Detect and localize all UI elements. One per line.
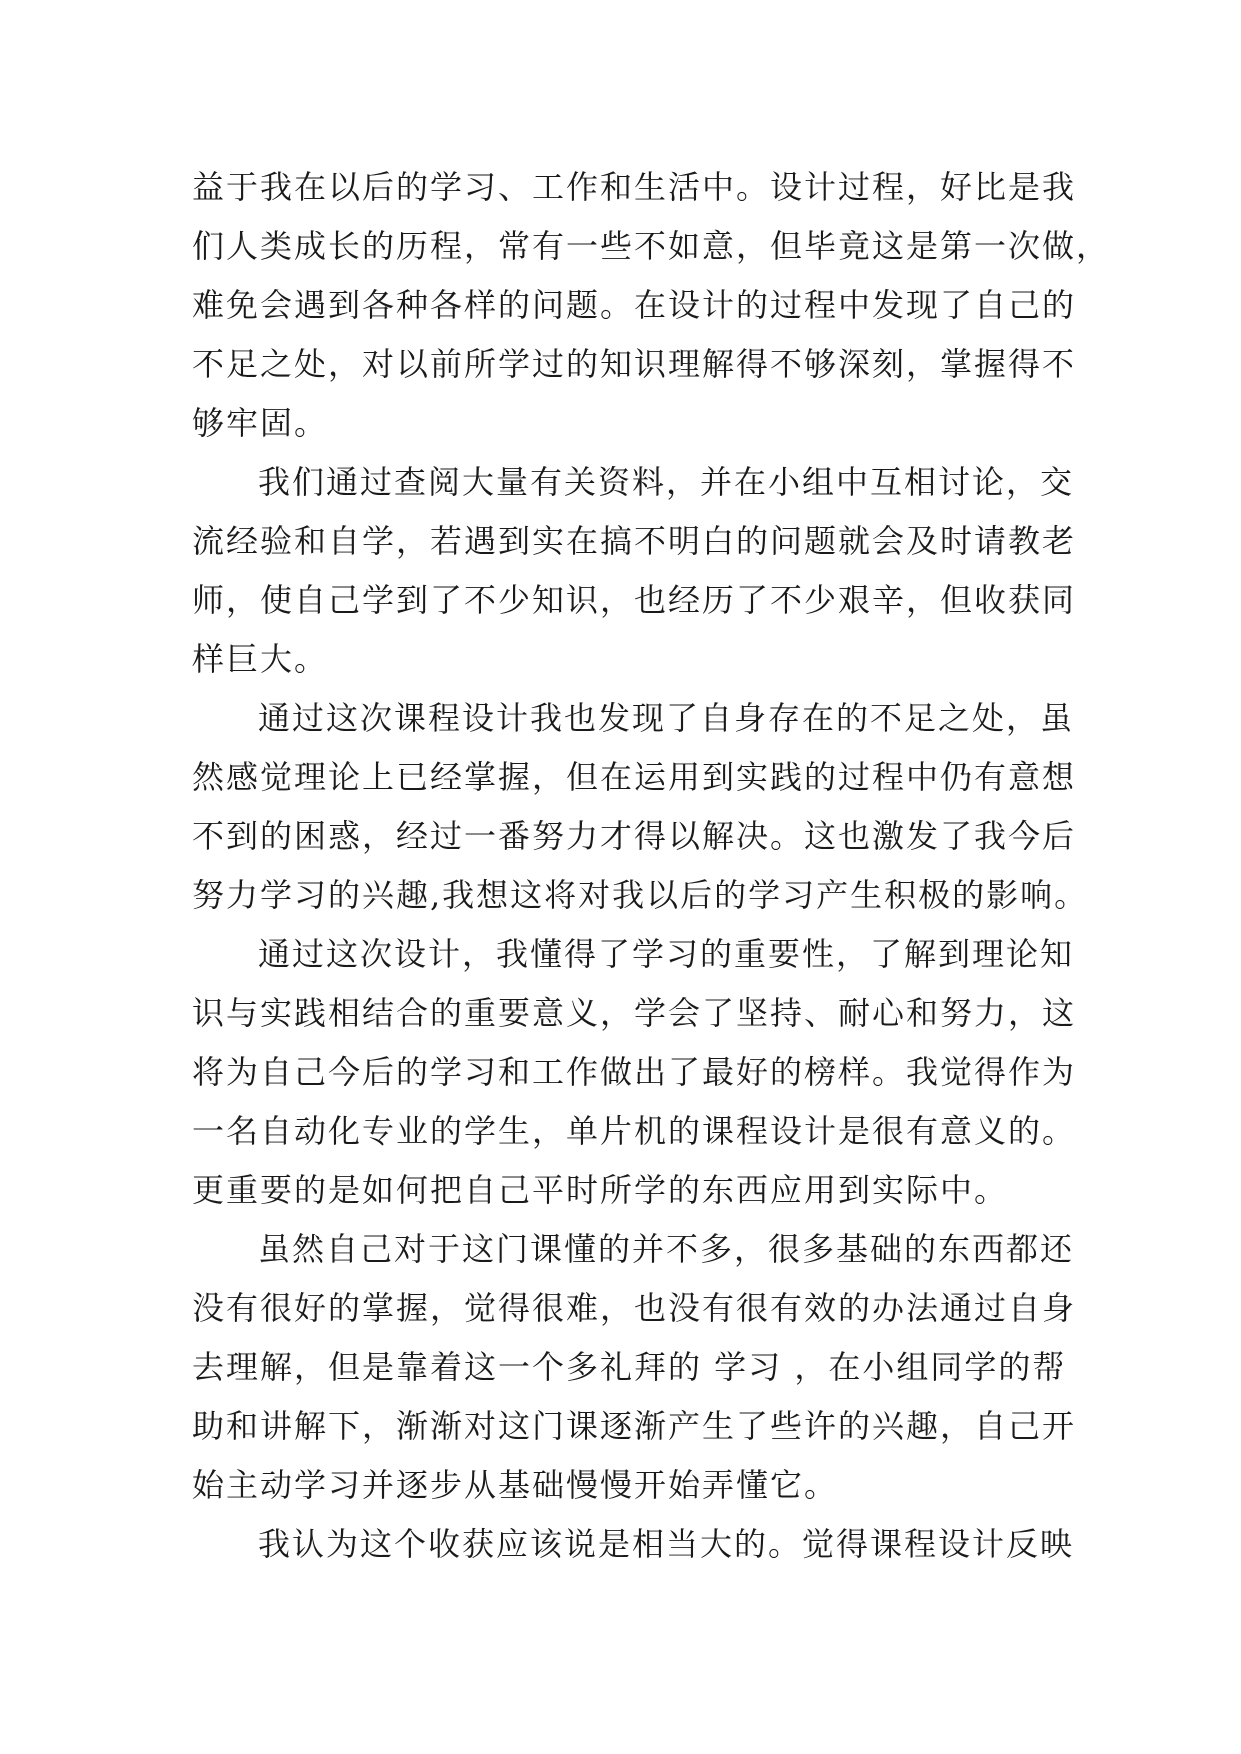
text-line: 一名自动化专业的学生，单片机的课程设计是很有意义的。 bbox=[192, 1112, 1077, 1150]
text-line: 通过这次设计，我懂得了学习的重要性，了解到理论知 bbox=[258, 935, 1075, 973]
text-line: 难免会遇到各种各样的问题。在设计的过程中发现了自己的 bbox=[192, 286, 1077, 324]
text-line: 不足之处，对以前所学过的知识理解得不够深刻，掌握得不 bbox=[192, 345, 1077, 383]
text-line: 助和讲解下，渐渐对这门课逐渐产生了些许的兴趣，自己开 bbox=[192, 1407, 1077, 1445]
text-line: 然感觉理论上已经掌握，但在运用到实践的过程中仍有意想 bbox=[192, 758, 1077, 796]
text-line: 将为自己今后的学习和工作做出了最好的榜样。我觉得作为 bbox=[192, 1053, 1077, 1091]
paragraph bbox=[192, 1515, 1075, 1574]
text-line: 虽然自己对于这门课懂的并不多，很多基础的东西都还 bbox=[258, 1230, 1075, 1268]
text-line: 不到的困惑，经过一番努力才得以解决。这也激发了我今后 bbox=[192, 817, 1077, 855]
text-line: 我认为这个收获应该说是相当大的。觉得课程设计反映 bbox=[258, 1525, 1075, 1563]
text-line: 去理解，但是靠着这一个多礼拜的 学习 ，在小组同学的帮 bbox=[192, 1348, 1067, 1386]
paragraph bbox=[192, 1220, 1077, 1515]
text-line: 更重要的是如何把自己平时所学的东西应用到实际中。 bbox=[192, 1171, 1009, 1209]
text-line: 通过这次课程设计我也发现了自身存在的不足之处，虽 bbox=[258, 699, 1075, 737]
paragraph bbox=[192, 689, 1089, 925]
text-line: 益于我在以后的学习、工作和生活中。设计过程，好比是我 bbox=[192, 168, 1077, 206]
paragraph bbox=[192, 925, 1077, 1220]
paragraph bbox=[192, 453, 1077, 689]
text-line: 识与实践相结合的重要意义，学会了坚持、耐心和努力，这 bbox=[192, 994, 1077, 1032]
document-body bbox=[192, 158, 1111, 1574]
text-line: 我们通过查阅大量有关资料，并在小组中互相讨论，交 bbox=[258, 463, 1075, 501]
text-line: 们人类成长的历程，常有一些不如意，但毕竟这是第一次做， bbox=[192, 227, 1111, 265]
paragraph bbox=[192, 158, 1111, 453]
text-line: 没有很好的掌握，觉得很难，也没有很有效的办法通过自身 bbox=[192, 1289, 1077, 1327]
text-line: 努力学习的兴趣,我想这将对我以后的学习产生积极的影响。 bbox=[192, 876, 1089, 914]
text-line: 样巨大。 bbox=[192, 640, 329, 678]
text-line: 够牢固。 bbox=[192, 404, 329, 442]
text-line: 师，使自己学到了不少知识，也经历了不少艰辛，但收获同 bbox=[192, 581, 1077, 619]
text-line: 始主动学习并逐步从基础慢慢开始弄懂它。 bbox=[192, 1466, 839, 1504]
text-line: 流经验和自学，若遇到实在搞不明白的问题就会及时请教老 bbox=[192, 522, 1077, 560]
